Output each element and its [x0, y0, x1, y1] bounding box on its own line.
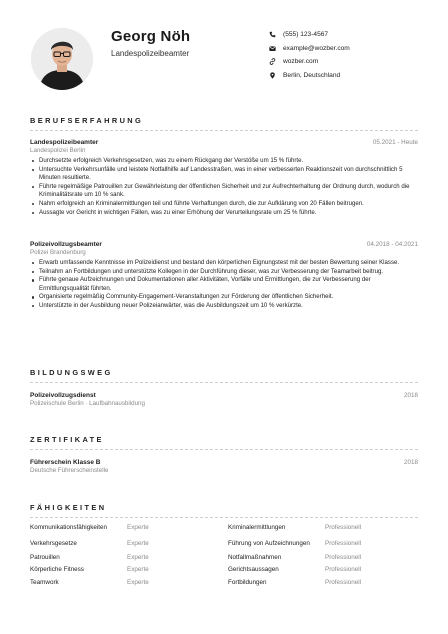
- skill-name: Notfallmaßnahmen: [228, 554, 282, 561]
- skills-section: [30, 503, 418, 518]
- experience-heading: BERUFSERFAHRUNG: [30, 116, 144, 125]
- certificates-section: [30, 435, 418, 450]
- skill-name: Kriminalermittlungen: [228, 524, 286, 531]
- job-bullet: Durchsetzte erfolgreich Verkehrsgesetzen, was zu einem Rückgang der Verstöße um 15 % führte.: [30, 157, 418, 166]
- job-organization: Polizei Brandenburg: [30, 249, 86, 256]
- education-section: [30, 368, 418, 383]
- contact-phone: [268, 28, 350, 42]
- section-divider: [30, 517, 418, 518]
- job-bullet: Nahm erfolgreich an Kriminalermittlungen teil und führte Verhaftungen durch, die zur Aufklärung von 20 Fällen beitrugen.: [30, 200, 418, 209]
- skill-level: Experte: [127, 524, 149, 531]
- experience-section: [30, 116, 418, 131]
- education-year: 2018: [403, 392, 418, 399]
- skill-level: Experte: [127, 566, 149, 573]
- contact-location: [268, 69, 350, 83]
- skill-name: Fortbildungen: [228, 579, 267, 586]
- contact-phone-text[interactable]: (555) 123-4567: [283, 31, 329, 39]
- skill-level: Professionell: [325, 524, 362, 531]
- education-entry: [30, 392, 418, 407]
- education-heading: BILDUNGSWEG: [30, 368, 113, 377]
- candidate-job-title: Landespolizeibeamter: [111, 49, 190, 58]
- certificates-heading: ZERTIFIKATE: [30, 435, 104, 444]
- job-bullet: Führte regelmäßige Patrouillen zur Gewährleistung der öffentlichen Sicherheit und zur Aufrechterhaltung der Ordnung durch, wodurch die Kriminalitätsrate um 10 % sank.: [30, 183, 418, 200]
- job-bullet: Führte genaue Aufzeichnungen und Dokumentationen aller Aktivitäten, Vorfälle und Ermittlungen, die zur Verbesserung der Ermittlungsqualität führten.: [30, 276, 418, 293]
- certificate-year: 2018: [403, 459, 418, 466]
- skill-name: Führung von Aufzeichnungen: [228, 540, 310, 547]
- contact-website-text[interactable]: wozber.com: [283, 58, 319, 66]
- skill-name: Körperliche Fitness: [30, 566, 84, 573]
- contact-email: [268, 42, 350, 56]
- skill-level: Professionell: [325, 540, 362, 547]
- skill-level: Professionell: [325, 554, 362, 561]
- section-divider: [30, 130, 418, 131]
- job-bullet-list: [30, 259, 418, 311]
- skill-level: Experte: [127, 540, 149, 547]
- skills-heading: FÄHIGKEITEN: [30, 503, 107, 512]
- job-bullet: Teilnahm an Fortbildungen und unterstützte Kollegen in der Durchführung dieser, was zur Verbesserung der Teamarbeit beitrug.: [30, 268, 418, 277]
- skill-name: Patrouillen: [30, 554, 60, 561]
- job-bullet-list: [30, 157, 418, 217]
- certificate-entry: [30, 459, 418, 474]
- contact-website: [268, 55, 350, 69]
- job-bullet: Organisierte regelmäßig Community-Engagement-Veranstaltungen zur Förderung der öffentlichen Sicherheit.: [30, 293, 418, 302]
- section-divider: [30, 449, 418, 450]
- job-bullet: Unterstützte in der Ausbildung neuer Polizeianwärter, was die Ausbildungszeit um 10 % verkürzte.: [30, 302, 418, 311]
- section-divider: [30, 382, 418, 383]
- phone-icon: [268, 31, 276, 39]
- skill-level: Professionell: [325, 566, 362, 573]
- job-role: Landespolizeibeamter: [30, 139, 99, 146]
- education-degree: Polizeivollzugsdienst: [30, 392, 96, 399]
- education-school: Polizeischule Berlin · Laufbahnausbildung: [30, 400, 145, 407]
- skill-name: Verkehrsgesetze: [30, 540, 77, 547]
- skill-level: Experte: [127, 554, 149, 561]
- experience-entry: [30, 241, 418, 311]
- job-organization: Landespolizei Berlin: [30, 147, 86, 154]
- profile-photo: [31, 28, 93, 90]
- job-bullet: Aussagte vor Gericht in wichtigen Fällen, was zu einer Erhöhung der Verurteilungsrate um 25 % führte.: [30, 209, 418, 218]
- contact-email-text[interactable]: example@wozber.com: [283, 44, 350, 52]
- skill-name: Teamwork: [30, 579, 59, 586]
- experience-entry: [30, 139, 418, 217]
- link-icon: [268, 58, 276, 66]
- location-icon: [268, 71, 276, 79]
- job-bullet: Erwarb umfassende Kenntnisse im Polizeidienst und bestand den körperlichen Eignungstest mit der besten Bewertung seiner Klasse.: [30, 259, 418, 268]
- job-dates: 05.2021 - Heute: [372, 139, 418, 146]
- certificate-name: Führerschein Klasse B: [30, 459, 101, 466]
- contact-list: [268, 28, 350, 82]
- skill-level: Experte: [127, 579, 149, 586]
- job-bullet: Untersuchte Verkehrsunfälle und leistete Notfallhilfe auf Landesstraßen, was in einer verbesserten Reaktionszeit von durchschnittlich 5 Minuten resultierte.: [30, 166, 418, 183]
- job-dates: 04.2018 - 04.2021: [366, 241, 418, 248]
- job-role: Polizeivollzugsbeamter: [30, 241, 102, 248]
- certificate-issuer: Deutsche Führerscheinstelle: [30, 467, 109, 474]
- contact-location-text: Berlin, Deutschland: [283, 71, 341, 79]
- skill-level: Professionell: [325, 579, 362, 586]
- skill-name: Kommunikationsfähigkeiten: [30, 524, 108, 531]
- candidate-name: Georg Nöh: [111, 28, 191, 45]
- email-icon: [268, 44, 276, 52]
- skill-name: Gerichtsaussagen: [228, 566, 279, 573]
